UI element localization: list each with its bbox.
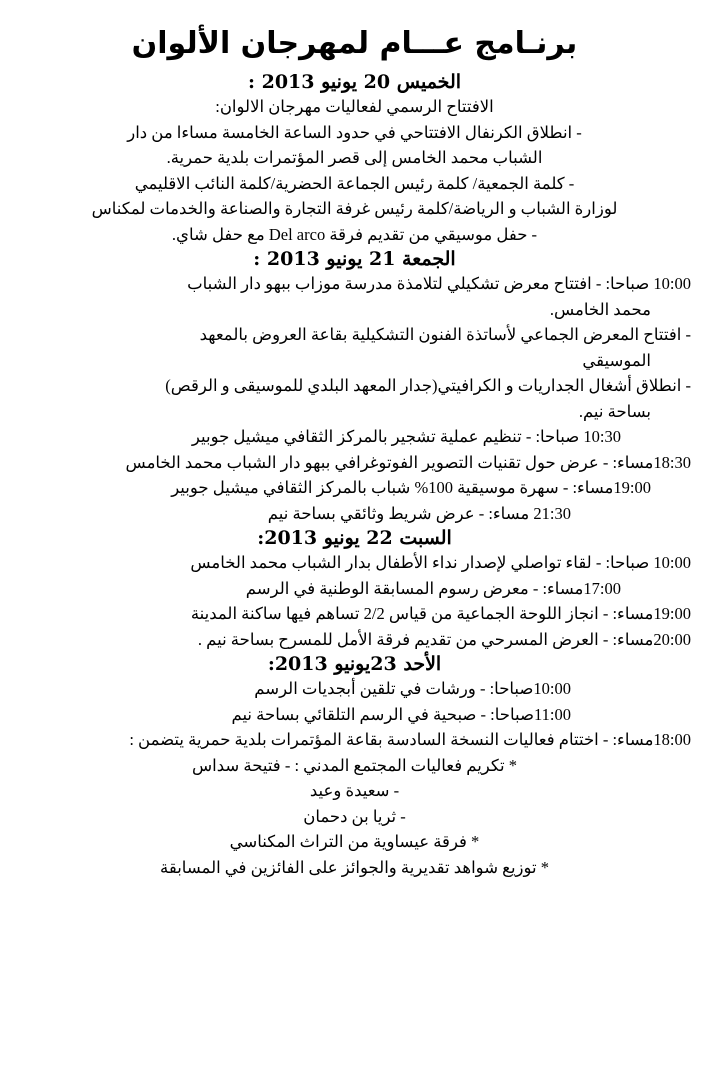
program-line: محمد الخامس. [549,299,651,319]
program-line: 18:30مساء: - عرض حول تقنيات التصوير الفوتوغرافي ببهو دار الشباب محمد الخامس [125,452,691,472]
day-heading-saturday: السبت 22 يونيو 2013: [257,527,452,549]
page-title: برنـامج عـــام لمهرجان الألوان [131,26,578,61]
program-line: - كلمة الجمعية/ كلمة رئيس الجماعة الحضرية/كلمة النائب الاقليمي [134,173,575,193]
day-section-thursday [18,70,691,247]
program-line: 21:30 مساء: - عرض شريط وثائقي بساحة نيم [267,503,571,523]
program-document [0,24,709,1087]
program-line: * توزيع شواهد تقديرية والجوائز على الفائزين في المسابقة [160,857,549,877]
program-line: 18:00مساء: - اختتام فعاليات النسخة السادسة بقاعة المؤتمرات بلدية حمرية يتضمن : [129,730,691,749]
program-line: بساحة نيم. [578,401,651,421]
day-heading-friday: الجمعة 21 يونيو 2013 : [253,248,456,270]
program-line: - انطلاق أشغال الجداريات و الكرافيتي(جدار المعهد البلدي للموسيقى و الرقص) [165,376,691,395]
program-line: الافتتاح الرسمي لفعاليات مهرجان الالوان: [215,97,494,116]
program-line: 19:00مساء: - انجاز اللوحة الجماعية من قياس 2/2 تساهم فيها ساكنة المدينة [190,604,691,623]
program-line: 19:00مساء: - سهرة موسيقية 100% شباب بالمركز الثقافي ميشيل جوبير [171,478,651,497]
day-heading-thursday: الخميس 20 يونيو 2013 : [247,71,462,93]
day-heading-sunday: الأحد 23يونيو 2013: [267,653,442,675]
program-line: الموسيقي [582,350,651,370]
day-section-friday [18,247,691,526]
program-line: - سعيدة وعيد [309,781,400,800]
program-line: 10:00 صباحا: - لقاء تواصلي لإصدار نداء الأطفال بدار الشباب محمد الخامس [190,553,691,572]
day-section-sunday [18,652,691,880]
program-line: الشباب محمد الخامس إلى قصر المؤتمرات بلدية حمرية. [166,148,543,167]
program-line: * تكريم فعاليات المجتمع المدني : - فتيحة سداس [192,755,517,775]
program-line: 10:00 صباحا: - افتتاح معرض تشكيلي لتلامذة مدرسة موزاب ببهو دار الشباب [187,274,691,293]
program-line: 20:00مساء: - العرض المسرحي من تقديم فرقة الأمل للمسرح بساحة نيم . [197,629,691,649]
day-section-saturday [18,526,691,652]
program-line: 10:00صباحا: - ورشات في تلقين أبجديات الرسم [254,679,571,698]
program-line: لوزارة الشباب و الرياضة/كلمة رئيس غرفة التجارة والصناعة والخدمات لمكناس [91,199,618,218]
program-line: 11:00صباحا: - صبحية في الرسم التلقائي بساحة نيم [231,704,571,724]
program-line: - انطلاق الكرنفال الافتتاحي في حدود الساعة الخامسة مساءا من دار [127,122,582,142]
program-line: 10:30 صباحا: - تنظيم عملية تشجير بالمركز الثقافي ميشيل جوبير [191,427,621,446]
program-line: * فرقة عيساوية من التراث المكناسي [229,832,480,851]
program-line: - افتتاح المعرض الجماعي لأساتذة الفنون التشكيلية بقاعة العروض بالمعهد [199,325,691,344]
program-line: 17:00مساء: - معرض رسوم المسابقة الوطنية في الرسم [245,578,621,598]
program-line: - حفل موسيقي من تقديم فرقة Del arco مع حفل شاي. [171,224,538,244]
program-line: - ثريا بن دحمان [303,806,406,826]
